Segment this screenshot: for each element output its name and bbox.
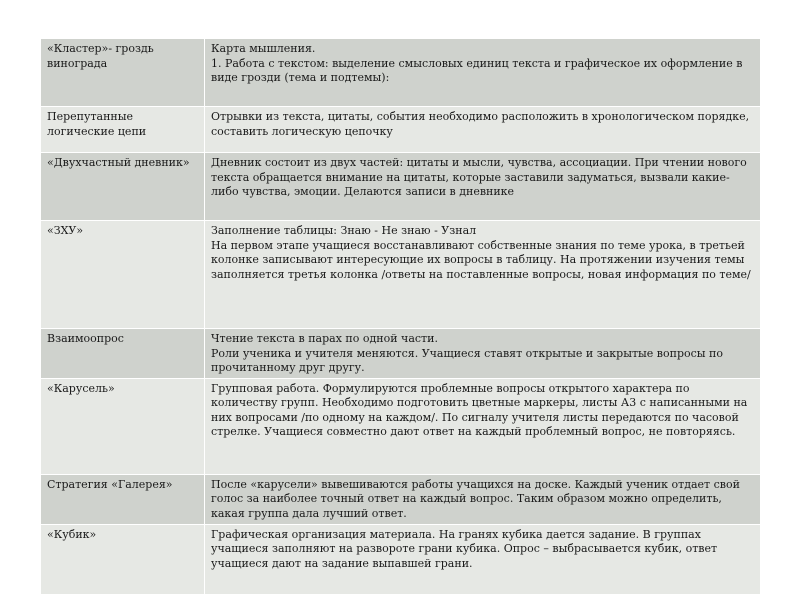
description-line: Дневник состоит из двух частей: цитаты и мысли, чувства, ассоциации. При чтении нового текста обращается внимание на цитаты, которые заставили задуматься, вызвали какие-либо чувства, эмоции. Делаются записи в дневнике [211, 156, 747, 198]
description-line: Роли ученика и учителя меняются. Учащиеся ставят открытые и закрытые вопросы по прочитанному друг другу. [211, 346, 723, 374]
strategy-description [205, 329, 761, 379]
table-row [41, 378, 761, 474]
strategies-table [40, 38, 761, 595]
strategy-description [205, 107, 761, 153]
strategy-name: Взаимоопрос [41, 329, 205, 379]
table-row [41, 221, 761, 329]
description-line: 1. Работа с текстом: выделение смысловых единиц текста и графическое их оформление в виде грозди (тема и подтемы): [211, 56, 743, 84]
table-row [41, 39, 761, 107]
description-line: Карта мышления. [211, 42, 316, 55]
strategy-name: «Кубик» [41, 524, 205, 594]
table-row [41, 474, 761, 524]
strategy-name: Стратегия «Галерея» [41, 474, 205, 524]
strategy-description [205, 474, 761, 524]
description-line: Отрывки из текста, цитаты, события необходимо расположить в хронологическом порядке, составить логическую цепочку [211, 110, 750, 138]
table-row [41, 329, 761, 379]
strategy-description [205, 153, 761, 221]
table-row [41, 524, 761, 594]
strategy-name: Перепутанные логические цепи [41, 107, 205, 153]
strategy-description [205, 39, 761, 107]
strategy-description [205, 524, 761, 594]
description-line: После «карусели» вывешиваются работы учащихся на доске. Каждый ученик отдает свой голос за наиболее точный ответ на каждый вопрос. Таким образом можно определить, какая группа дала лучший ответ. [211, 477, 740, 520]
strategy-description [205, 221, 761, 329]
table-row [41, 153, 761, 221]
strategy-description [205, 378, 761, 474]
description-line: Заполнение таблицы: Знаю - Не знаю - Узнал [211, 224, 477, 237]
strategy-name: «Кластер»- гроздь винограда [41, 39, 205, 107]
description-line: Групповая работа. Формулируются проблемные вопросы открытого характера по количеству групп. Необходимо подготовить цветные маркеры, листы А3 с написанными на них вопросами /по одному на каждом/. По сигналу учителя листы передаются по часовой стрелке. Учащиеся совместно дают ответ на каждый проблемный вопрос, не повторяясь. [211, 381, 748, 438]
description-line: Графическая организация материала. На гранях кубика дается задание. В группах учащиеся заполняют на развороте грани кубика. Опрос – выбрасывается кубик, ответ учащиеся дают на задание выпавшей грани. [211, 527, 718, 570]
description-line: Чтение текста в парах по одной части. [211, 332, 438, 345]
strategy-name: «ЗХУ» [41, 221, 205, 329]
strategy-name: «Двухчастный дневник» [41, 153, 205, 221]
strategy-name: «Карусель» [41, 378, 205, 474]
description-line: На первом этапе учащиеся восстанавливают собственные знания по теме урока, в третьей колонке записывают интересующие их вопросы в таблицу. На протяжении изучения темы заполняется третья колонка /ответы на поставленные вопросы, новая информация по теме/ [211, 238, 751, 281]
table-row [41, 107, 761, 153]
